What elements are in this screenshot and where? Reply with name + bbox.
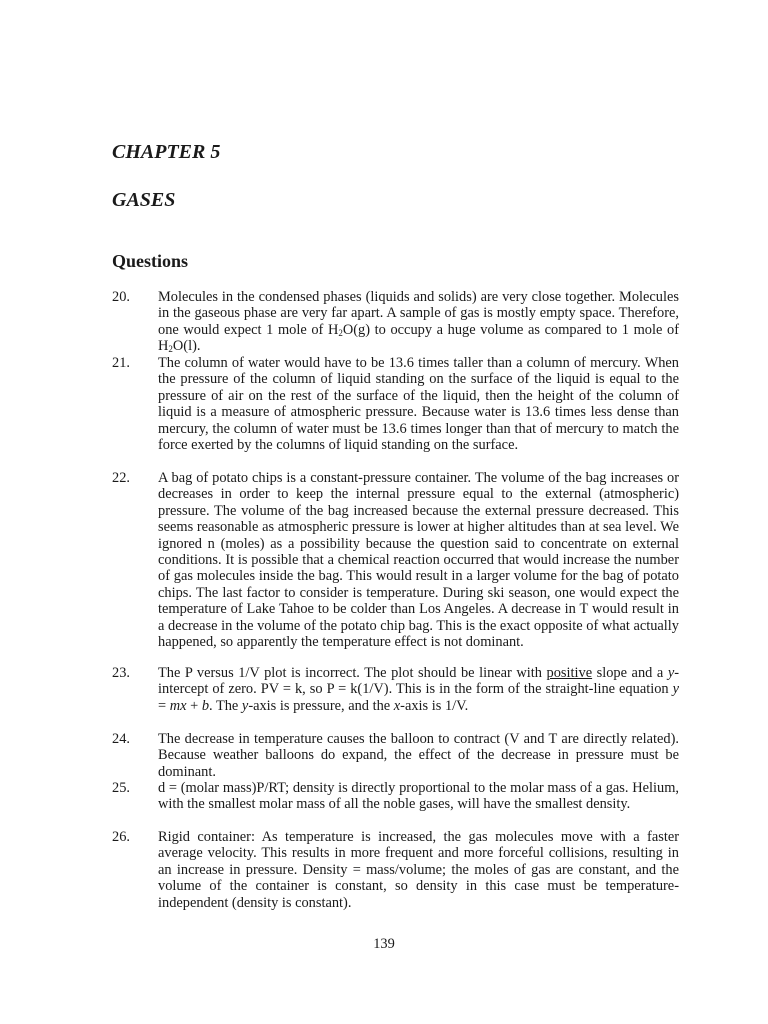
italic-variable: y	[241, 697, 249, 714]
question-25	[112, 780, 679, 813]
question-answer: The column of water would have to be 13.6 times taller than a column of mercury. When the pressure of the column of liquid standing on the surface of the liquid is equal to the pressure of air on the rest of the surface of the liquid, then the height of the column of liquid is a measure of atmospheric pressure. Because water is 13.6 times less dense than mercury, the column of water must be 13.6 times longer than that of mercury to match the force exerted by the columns of liquid standing on the surface.	[158, 355, 679, 454]
answer-text: Molecules in the condensed phases (liquids and solids) are very close together. Molecules in the gaseous phase are very far apart. A sample of gas is mostly empty space. Therefore, one would expect 1 mole of H	[158, 289, 679, 338]
answer-text: O(l).	[172, 338, 201, 355]
italic-variable: x	[393, 697, 401, 714]
chapter-heading: CHAPTER 5	[112, 141, 221, 163]
question-22	[112, 470, 679, 650]
answer-text: . The	[209, 697, 242, 714]
question-24	[112, 731, 679, 780]
answer-text: +	[186, 697, 202, 714]
italic-variable: mx	[169, 697, 187, 714]
answer-text: The P versus 1/V plot is incorrect. The plot should be linear with	[158, 665, 547, 681]
italic-variable: b	[201, 697, 210, 714]
section-heading: Questions	[112, 251, 189, 271]
underlined-word: positive	[546, 665, 593, 681]
answer-text: -axis is 1/V.	[400, 697, 469, 714]
question-number: 22.	[112, 470, 130, 486]
answer-text: slope and a	[592, 665, 668, 681]
question-answer	[158, 289, 679, 355]
answer-text: -axis is pressure, and the	[248, 697, 394, 714]
question-number: 23.	[112, 665, 130, 681]
question-number: 25.	[112, 780, 130, 796]
question-number: 21.	[112, 355, 130, 371]
question-number: 24.	[112, 731, 130, 747]
italic-variable: y	[667, 665, 675, 681]
question-26	[112, 829, 679, 911]
italic-variable: y	[672, 681, 679, 698]
question-20	[112, 289, 679, 355]
answer-text: O(g) to occupy a huge volume as compared to 1 mole of H	[158, 321, 679, 355]
question-answer: Rigid container: As temperature is increased, the gas molecules move with a faster average velocity. This results in more frequent and more forceful collisions, resulting in an increase in pressure. Density = mass/volume; the moles of gas are constant, and the volume of the container is constant, so density in this case must be temperature-independent (density is constant).	[158, 829, 679, 911]
question-number: 20.	[112, 289, 130, 305]
subscript: 2	[168, 344, 173, 355]
answer-text: -intercept of zero. PV = k, so P = k(1/V). This is in the form of the straight-line equation	[158, 665, 679, 698]
question-number: 26.	[112, 829, 130, 845]
question-21	[112, 355, 679, 453]
question-answer: A bag of potato chips is a constant-pressure container. The volume of the bag increases or decreases in order to keep the internal pressure equal to the external (atmospheric) pressure. The volume of the bag increased because the external pressure decreased. This seems reasonable as atmospheric pressure is lower at higher altitudes than at sea level. We ignored n (moles) as a possibility because the question said to concentrate on external conditions. It is possible that a chemical reaction occurred that would increase the number of gas molecules inside the bag. This would result in a larger volume for the bag of potato chips. The last factor to consider is temperature. During ski season, one would expect the temperature of Lake Tahoe to be colder than Los Angeles. A decrease in T would result in a decrease in the volume of the potato chip bag. This is the exact opposite of what actually happened, so apparently the temperature effect is not dominant.	[158, 470, 679, 651]
answer-text: =	[158, 697, 170, 714]
question-answer: The decrease in temperature causes the balloon to contract (V and T are directly related). Because weather balloons do expand, the effect of the decrease in pressure must be dominant.	[158, 731, 679, 780]
chapter-subject: GASES	[112, 189, 176, 211]
question-answer	[158, 665, 679, 714]
question-answer: d = (molar mass)P/RT; density is directly proportional to the molar mass of a gas. Helium, with the smallest molar mass of all the noble gases, will have the smallest density.	[158, 780, 679, 813]
subscript: 2	[338, 327, 343, 338]
question-23	[112, 665, 679, 714]
page-number: 139	[373, 936, 395, 952]
